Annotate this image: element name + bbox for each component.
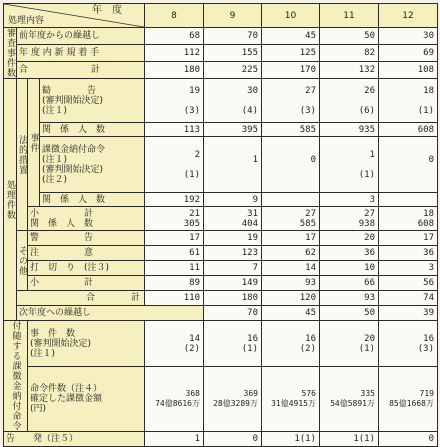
row-label: 勧 告 (審判開始決定) (注１) <box>40 79 145 123</box>
table-cell: 17 <box>379 231 438 246</box>
row-label: 次年度への繰越し <box>17 306 204 321</box>
table-cell: 70 <box>204 28 262 45</box>
row-label: 事 件 数 (審判開始決定) (注１) <box>28 321 145 367</box>
table-cell: 36 <box>320 246 379 261</box>
table-cell: 180 <box>204 291 262 306</box>
table-cell: 0 <box>379 432 438 447</box>
row-label: 注 意 <box>28 246 145 261</box>
table-cell: 1(1) <box>320 432 379 447</box>
row-label: 警 告 <box>28 231 145 246</box>
table-cell: 123 <box>204 246 262 261</box>
table-cell: 27 585 <box>262 207 320 231</box>
row-label: 告 発（注５） <box>4 432 145 447</box>
table-cell: 27 (3) <box>262 79 320 123</box>
section-label-other: その他 <box>17 231 28 291</box>
table-cell: 19 <box>204 231 262 246</box>
row-label: 合 計 <box>17 62 145 79</box>
table-cell: 69 <box>379 45 438 62</box>
table-cell: 935 <box>320 123 379 137</box>
table-cell: 0 <box>379 137 438 193</box>
section-label-surcharge: 付随する課徴金納付命令 <box>4 321 28 432</box>
table-cell: 585 <box>262 123 320 137</box>
table-cell: 36 <box>379 246 438 261</box>
table-cell: 21 305 <box>145 207 204 231</box>
table-cell: 30 <box>379 28 438 45</box>
table-cell: 61 <box>145 246 204 261</box>
table-cell <box>262 193 320 207</box>
table-cell: 16 (1) <box>204 321 262 367</box>
table-cell: 14 (2) <box>145 321 204 367</box>
table-cell: 180 <box>145 62 204 79</box>
table-cell: 608 <box>379 123 438 137</box>
table-cell: 68 <box>145 28 204 45</box>
table-cell: 576 31億4915万 <box>262 367 320 432</box>
table-cell: 18 (1) <box>379 79 438 123</box>
table-cell: 70 <box>204 306 262 321</box>
table-cell: 112 <box>145 45 204 62</box>
table-cell: 11 <box>145 261 204 276</box>
year-header-cell: 9 <box>204 4 262 28</box>
table-cell: 17 <box>145 231 204 246</box>
row-label: 打 切 り (注３) <box>28 261 145 276</box>
year-header-cell: 11 <box>320 4 379 28</box>
row-label: 年 度 内 新 規 着 手 <box>17 45 145 62</box>
table-cell: 108 <box>379 62 438 79</box>
table-cell: 1 <box>145 432 204 447</box>
year-header-cell: 12 <box>379 4 438 28</box>
row-label: 関 係 人 数 <box>40 193 145 207</box>
table-cell: 93 <box>262 276 320 291</box>
row-label: 課徴金納付命令 (注１) (審判開始決定) (注２) <box>40 137 145 193</box>
table-cell: 93 <box>320 291 379 306</box>
table-cell: 27 938 <box>320 207 379 231</box>
table-cell: 719 85億1668万 <box>379 367 438 432</box>
enforcement-statistics-table <box>3 3 438 447</box>
table-cell: 0 <box>262 137 320 193</box>
table-cell: 2 (1) <box>145 137 204 193</box>
table-cell: 45 <box>262 28 320 45</box>
process-row-label: 処理内容 <box>8 16 45 26</box>
table-cell: 368 74億8616万 <box>145 367 204 432</box>
table-cell: 113 <box>145 123 204 137</box>
table-cell: 395 <box>204 123 262 137</box>
table-cell: 3 <box>379 261 438 276</box>
table-cell: 132 <box>320 62 379 79</box>
table-cell: 56 <box>379 276 438 291</box>
table-cell: 110 <box>145 291 204 306</box>
table-cell: 1 (1) <box>320 137 379 193</box>
row-label: 関 係 人 数 <box>40 123 145 137</box>
row-label: 小 計 <box>28 276 145 291</box>
table-cell: 125 <box>262 45 320 62</box>
year-header-cell: 8 <box>145 4 204 28</box>
table-cell: 7 <box>204 261 262 276</box>
table-cell: 17 <box>262 231 320 246</box>
table-cell: 45 <box>262 306 320 321</box>
table-cell: 369 28億3289万 <box>204 367 262 432</box>
table-cell: 170 <box>262 62 320 79</box>
table-cell: 225 <box>204 62 262 79</box>
row-label: 命令件数（注４） 確定した課徴金額 (円) <box>28 367 145 432</box>
table-cell: 82 <box>320 45 379 62</box>
table-cell: 39 <box>379 306 438 321</box>
table-cell: 16 (2) <box>262 321 320 367</box>
section-label-processed: 処理件数 <box>4 79 17 321</box>
table-cell: 62 <box>262 246 320 261</box>
table-cell: 192 <box>145 193 204 207</box>
table-cell: 89 <box>145 276 204 291</box>
table-cell: 1(1) <box>262 432 320 447</box>
table-cell: 19 (3) <box>145 79 204 123</box>
table-cell: 16 (3) <box>379 321 438 367</box>
section-label-cases: 事件 <box>28 79 40 207</box>
row-label: 小 計 関 係 人 数 <box>28 207 145 231</box>
section-label-legal-measures: 法的措置 <box>17 79 28 231</box>
table-cell: 50 <box>320 306 379 321</box>
year-column-label: 年 度 <box>92 5 122 16</box>
corner-header-cell <box>4 4 145 28</box>
table-cell: 14 <box>262 261 320 276</box>
table-cell: 31 404 <box>204 207 262 231</box>
year-header-cell: 10 <box>262 4 320 28</box>
table-cell: 0 <box>204 432 262 447</box>
table-cell: 9 <box>204 193 262 207</box>
table-cell: 26 (6) <box>320 79 379 123</box>
table-cell: 335 54億5891万 <box>320 367 379 432</box>
table-cell: 1 <box>204 137 262 193</box>
table-cell <box>379 193 438 207</box>
table-cell: 74 <box>379 291 438 306</box>
table-cell: 20 <box>320 231 379 246</box>
row-label: 合 計 <box>17 291 145 306</box>
table-cell: 66 <box>320 276 379 291</box>
section-label-cases-examined: 審査事件数 <box>5 28 15 78</box>
table-cell: 50 <box>320 28 379 45</box>
table-cell: 155 <box>204 45 262 62</box>
table-cell: 3 <box>320 193 379 207</box>
table-cell: 149 <box>204 276 262 291</box>
table-cell: 10 <box>320 261 379 276</box>
table-cell: 20 (1) <box>320 321 379 367</box>
table-cell: 30 (4) <box>204 79 262 123</box>
table-cell: 120 <box>262 291 320 306</box>
table-cell: 18 608 <box>379 207 438 231</box>
row-label: 前年度からの繰越し <box>17 28 145 45</box>
